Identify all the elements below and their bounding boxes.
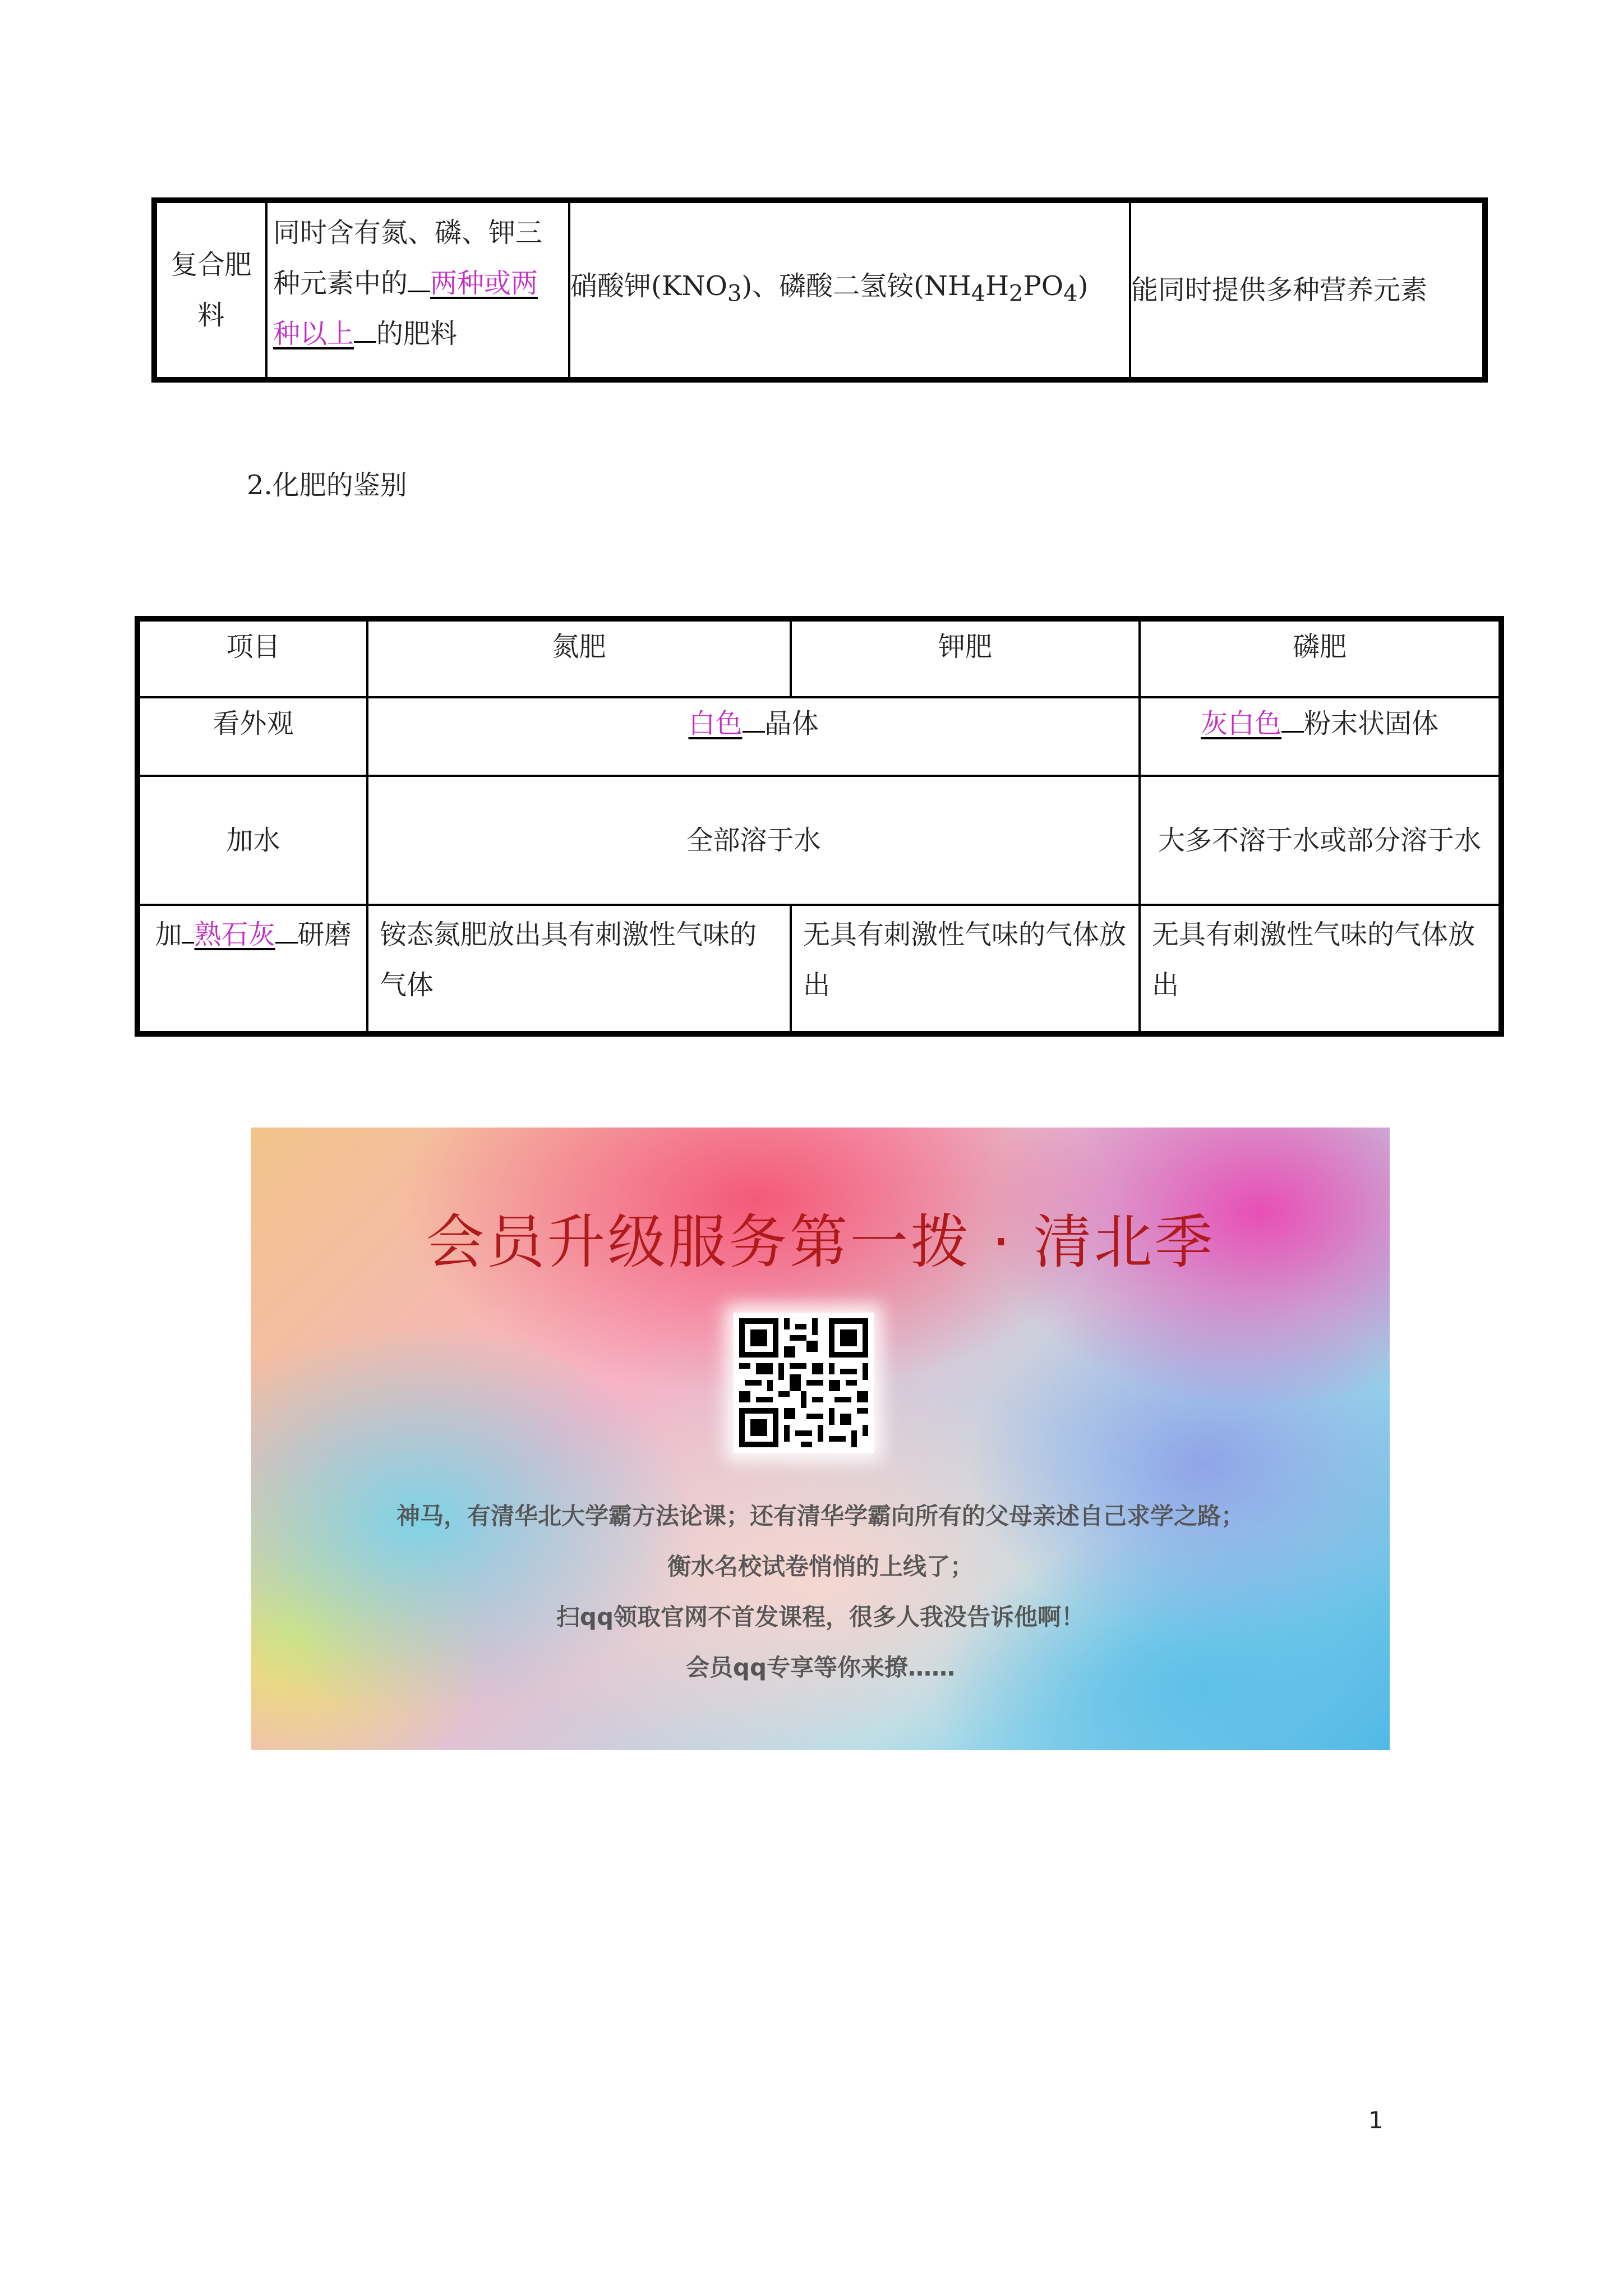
banner-line-2: 衡水名校试卷悄悄的上线了； (667, 1553, 974, 1580)
table-header-row (137, 619, 1501, 697)
section-heading: 2.化肥的鉴别 (247, 470, 407, 501)
effect-cell: 能同时提供多种营养元素 (1130, 200, 1485, 380)
k-lime-cell: 无具有刺激性气味的气体放出 (791, 905, 1140, 1034)
fill-answer: 灰白色 (1200, 708, 1281, 739)
category-cell: 复合肥料 (154, 200, 266, 380)
fertilizer-identification-table (135, 616, 1504, 1037)
definition-text-end: 的肥料 (376, 318, 458, 349)
banner-line-1: 神马，有清华北大学霸方法论课；还有清华学霸向所有的父母亲述自己求学之路； (396, 1502, 1244, 1530)
header-item: 项目 (137, 619, 367, 697)
p-water-cell: 大多不溶于水或部分溶于水 (1140, 776, 1501, 905)
promo-banner[interactable] (251, 1128, 1390, 1750)
fill-answer: 熟石灰 (194, 919, 275, 950)
table-row (154, 200, 1485, 380)
header-nitrogen: 氮肥 (367, 619, 791, 697)
banner-line-4: 会员qq专享等你来撩…… (685, 1654, 956, 1681)
row-label: 加 熟石灰 研磨 (137, 905, 367, 1034)
definition-text: 同时含有氮、磷、钾三种元素中的 (273, 217, 543, 299)
header-potassium: 钾肥 (791, 619, 1140, 697)
qr-code-icon[interactable] (734, 1313, 874, 1453)
table-row (137, 776, 1501, 905)
row-label: 看外观 (137, 697, 367, 776)
table-row (137, 697, 1501, 776)
fill-answer: 白色 (688, 708, 743, 739)
p-appearance-cell: 灰白色 粉末状固体 (1140, 697, 1501, 776)
header-phosphorus: 磷肥 (1140, 619, 1501, 697)
definition-cell (266, 200, 569, 380)
page-number: 1 (1368, 2106, 1384, 2134)
nk-appearance-cell: 白色 晶体 (367, 697, 1140, 776)
fill-answer: 两种或两种以上 (273, 268, 538, 349)
n-lime-cell: 铵态氮肥放出具有刺激性气味的气体 (367, 905, 791, 1034)
fertilizer-type-table (151, 197, 1488, 383)
row-label: 加水 (137, 776, 367, 905)
table-row (137, 905, 1501, 1034)
examples-cell: 硝酸钾$(KNO_3)$、磷酸二氢铵$(NH_4H_2PO_4)$ (569, 200, 1130, 380)
banner-title: 会员升级服务第一拨 · 清北季 (426, 1208, 1215, 1276)
banner-line-3: 扫qq领取官网不首发课程，很多人我没告诉他啊！ (556, 1603, 1085, 1631)
qr-code-graphic (734, 1313, 874, 1453)
p-lime-cell: 无具有刺激性气味的气体放出 (1140, 905, 1501, 1034)
nk-water-cell: 全部溶于水 (367, 776, 1140, 905)
